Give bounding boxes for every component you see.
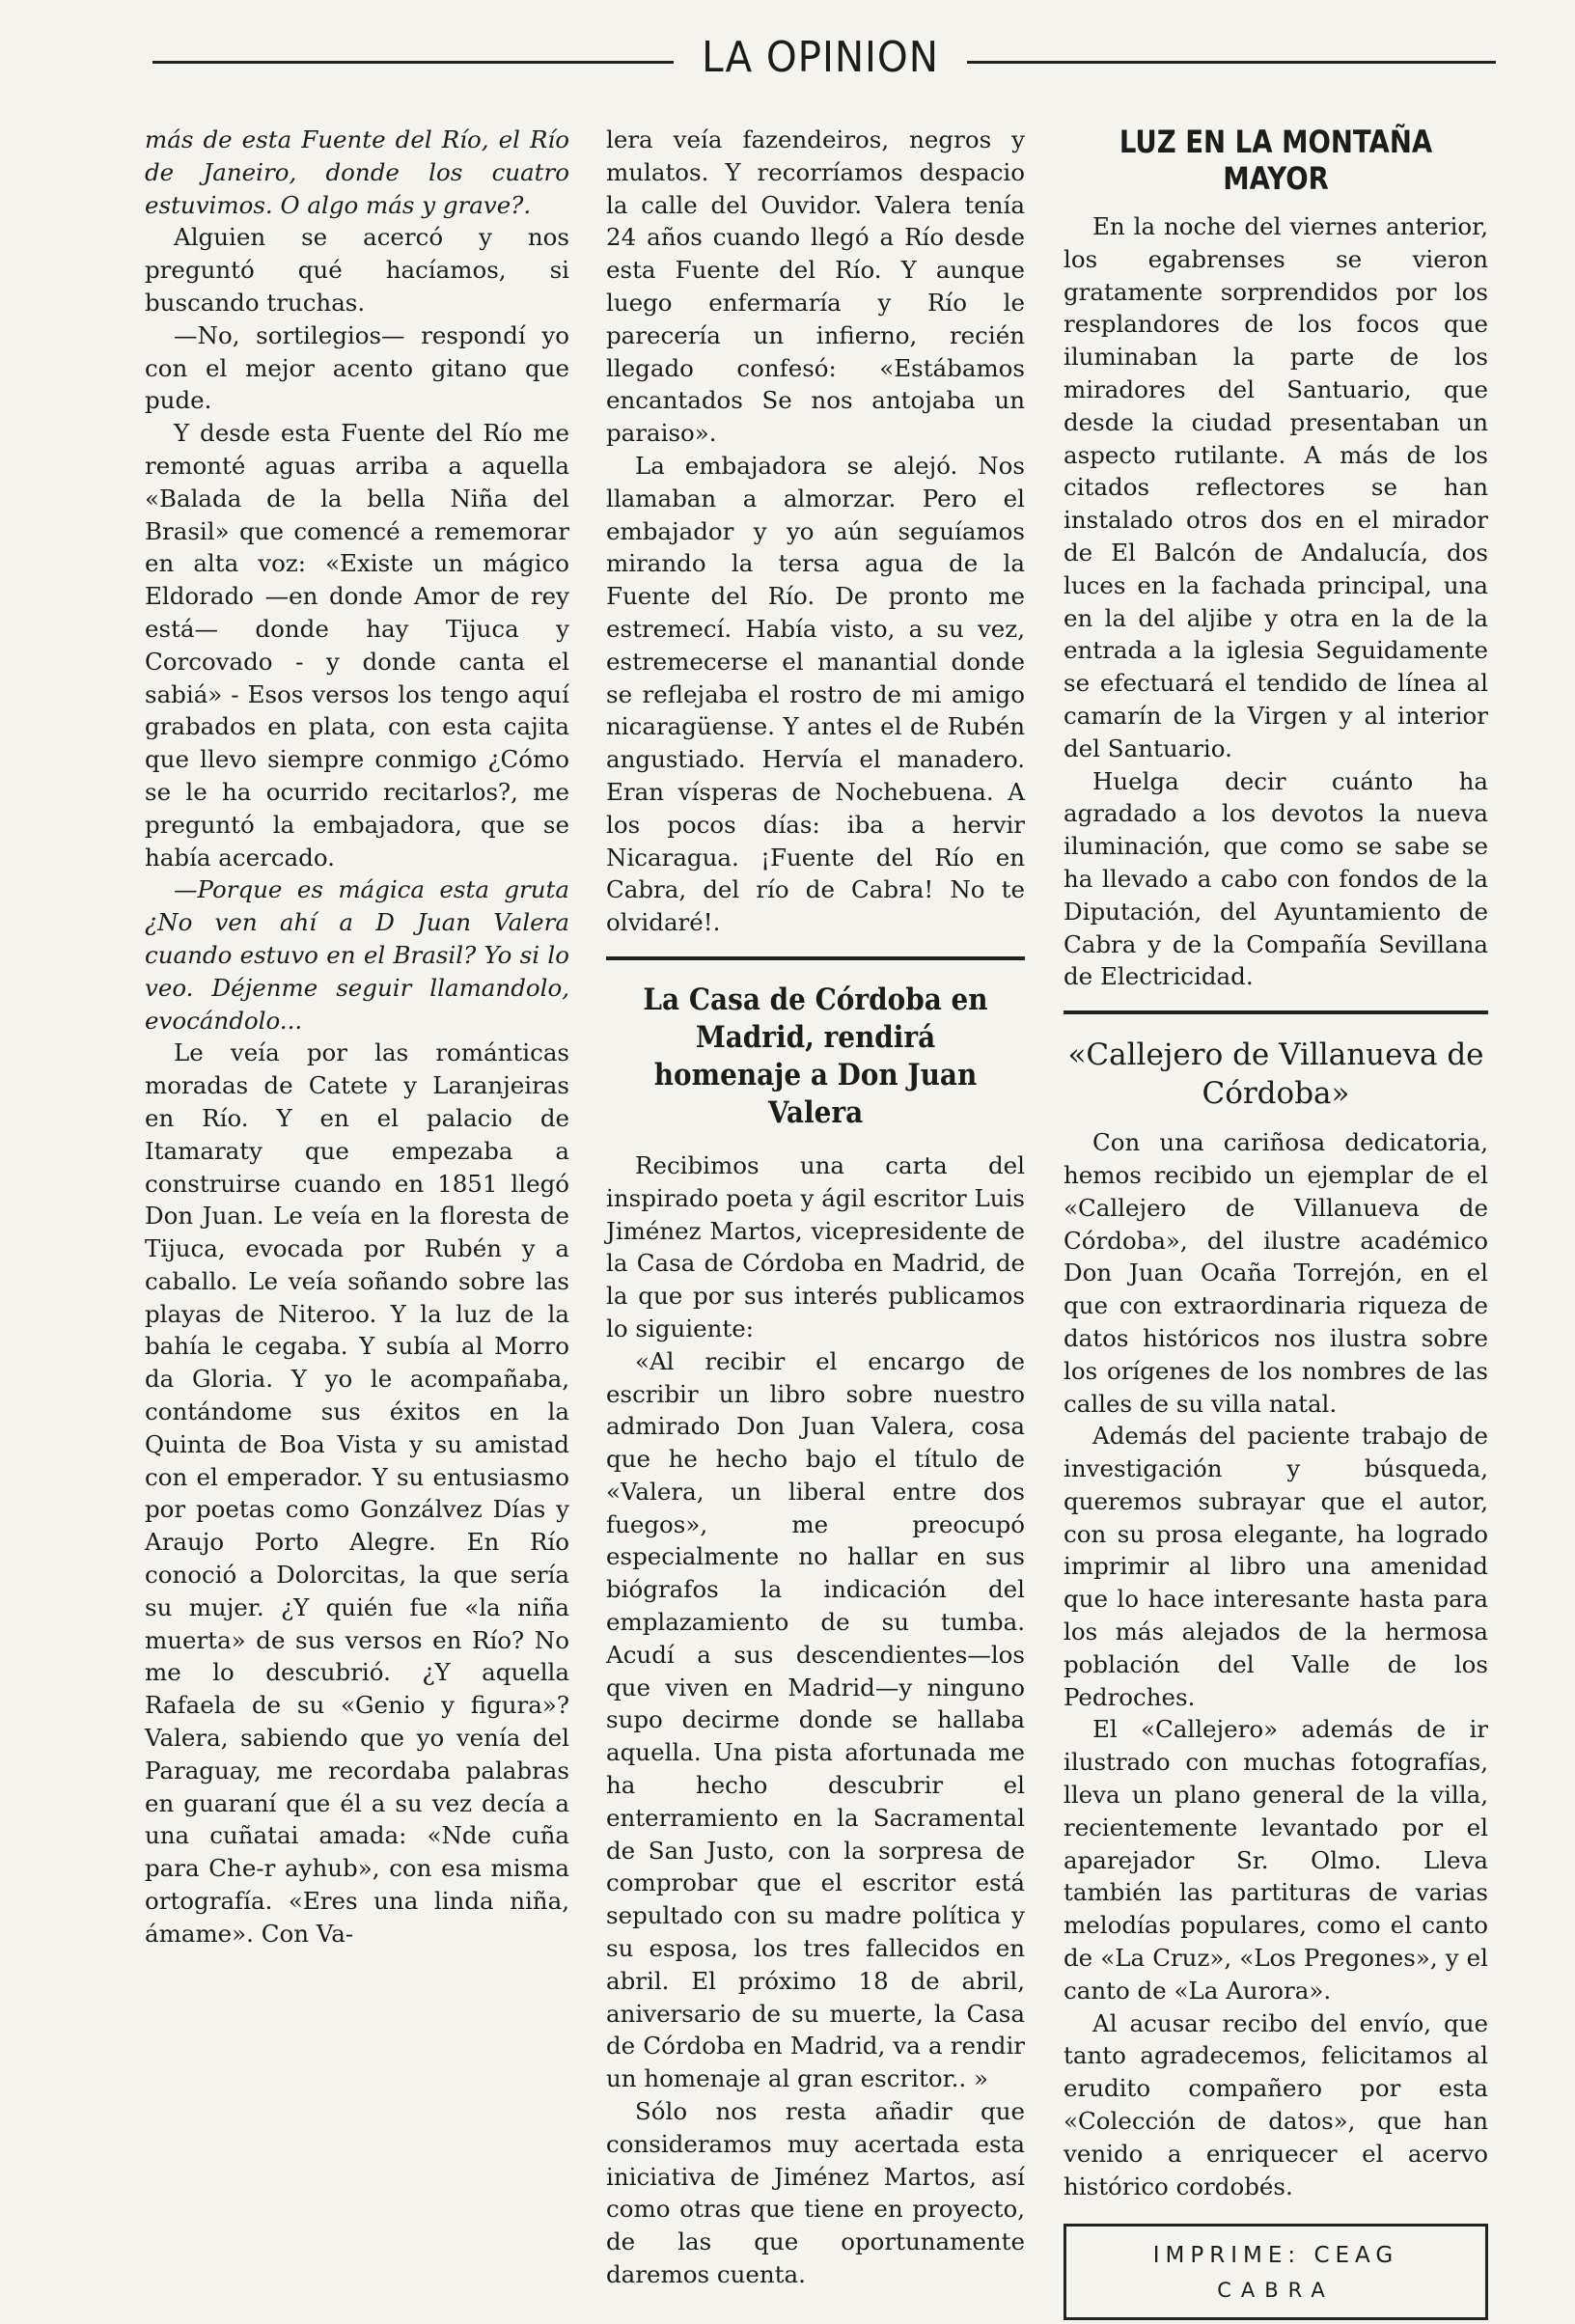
paragraph: La embajadora se alejó. Nos llamaban a almorzar. Pero el embajador y yo aún seguíamos mirando la tersa agua de la Fuente del Río. De pronto me estremecí. Había visto, a su vez, estremecerse el manantial donde se reflejaba el rostro de mi amigo nicaragüense. Y antes el de Rubén angustiado. Hervía el manadero. Eran vísperas de Nochebuena. A los pocos días: iba a hervir Nicaragua. ¡Fuente del Río en Cabra, del río de Cabra! No te olvidaré!. [606, 451, 1025, 937]
paragraph: Le veía por las románticas moradas de Catete y Laranjeiras en Río. Y en el palacio de Itamaraty que empezaba a construirse cuando en 1851 llegó Don Juan. Le veía en la floresta de Tijuca, evocada por Rubén y a caballo. Le veía soñando sobre las playas de Niteroo. Y la luz de la bahía le cegaba. Y subía al Morro da Gloria. Y yo le acompañaba, contándome sus éxitos en la Quinta de Boa Vista y su amistad con el emperador. Y su entusiasmo por poetas como Gonzálvez Días y Araujo Porto Alegre. En Río conoció a Dolorcitas, la que sería su mujer. ¿Y quién fue «la niña muerta» de sus versos en Río? No me lo descubrió. ¿Y aquella Rafaela de su «Genio y figura»? Valera, sabiendo que yo venía del Paraguay, me recordaba palabras en guaraní que él a su vez decía a una cuñatai amada: «Nde cuña para Che-r ayhub», con esa misma ortografía. «Eres una linda niña, ámame». Con Va- [145, 1038, 569, 1948]
paragraph: El «Callejero» además de ir ilustrado con muchas fotografías, lleva un plano general de la villa, recientemente levantado por el aparejador Sr. Olmo. Lleva también las partituras de varias melodías populares, como el canto de «La Cruz», «Los Pregones», y el canto de «La Aurora». [1064, 1715, 1488, 2005]
masthead-rule-left [152, 61, 674, 64]
paragraph: Además del paciente trabajo de investigación y búsqueda, queremos subrayar que el autor, con su prosa elegante, ha logrado imprimir al libro una amenidad que lo hace interesante hasta para los más alejados de la hermosa población del Valle de los Pedroches. [1064, 1422, 1488, 1711]
paragraph: —No, sortilegios— respondí yo con el mejor acento gitano que pude. [145, 320, 569, 415]
column-1 [145, 124, 569, 1950]
paragraph: Y desde esta Fuente del Río me remonté aguas arriba a aquella «Balada de la bella Niña del Brasil» que comencé a rememorar en alta voz: «Existe un mágico Eldorado —en donde Amor de rey está— donde hay Tijuca y Corcovado - y donde canta el sabiá» - Esos versos los tengo aquí grabados en plata, con esta cajita que llevo siempre conmigo ¿Cómo se le ha ocurrido recitarlos?, me preguntó la embajadora, que se había acercado. [145, 419, 569, 872]
imprint-city: CABRA [1217, 2279, 1335, 2303]
column-3 [1064, 124, 1488, 2320]
article-headline: La Casa de Córdoba en Madrid, rendirá homenaje a Don Juan Valera [643, 982, 988, 1130]
paragraph: Sólo nos resta añadir que consideramos muy acertada esta iniciativa de Jiménez Martos, así como otras que tiene en proyecto, de las que oportunamente daremos cuenta. [606, 2097, 1025, 2289]
paragraph: más de esta Fuente del Río, el Río de Janeiro, donde los cuatro estuvimos. O algo más y grave?. [145, 125, 569, 219]
article-headline: «Callejero de Villanueva de Córdoba» [1067, 1038, 1484, 1112]
paragraph: En la noche del viernes anterior, los egabrenses se vieron gratamente sorprendidos por los resplandores de los focos que iluminaban la parte de los miradores del Santuario, que desde la ciudad presentaban un aspecto rutilante. A más de los citados reflectores se han instalado otros dos en el mirador de El Balcón de Andalucía, dos luces en la fachada principal, una en la del aljibe y otra en la de la entrada a la iglesia Seguidamente se efectuará el tendido de línea al camarín de la Virgen y al interior del Santuario. [1064, 212, 1488, 762]
printer-imprint-box [1064, 2224, 1488, 2320]
paragraph: Alguien se acercó y nos preguntó qué hacíamos, si buscando truchas. [145, 223, 569, 317]
section-divider [606, 956, 1025, 960]
paragraph: —Porque es mágica esta gruta ¿No ven ahí a D Juan Valera cuando estuvo en el Brasil? Yo si lo veo. Déjenme seguir llamandolo, evocándolo... [145, 875, 569, 1035]
column-2 [606, 124, 1025, 2291]
paragraph: Huelga decir cuánto ha agradado a los devotos la nueva iluminación, que como se sabe se ha llevado a cabo con fondos de la Diputación, del Ayuntamiento de Cabra y de la Compañía Sevillana de Electricidad. [1064, 766, 1488, 991]
section-divider [1064, 1010, 1488, 1014]
masthead [145, 29, 1496, 87]
paragraph: Recibimos una carta del inspirado poeta y ágil escritor Luis Jiménez Martos, vicepresidente de la Casa de Córdoba en Madrid, de la que por sus interés publicamos lo siguiente: [606, 1150, 1025, 1342]
paragraph: lera veía fazendeiros, negros y mulatos. Y recorríamos despacio la calle del Ouvidor. Valera tenía 24 años cuando llegó a Río desde esta Fuente del Río. Y aunque luego enfermaría y Río le parecería un infierno, recién llegado confesó: «Estábamos encantados Se nos antojaba un paraiso». [606, 125, 1025, 448]
paragraph: «Al recibir el encargo de escribir un libro sobre nuestro admirado Don Juan Valera, cosa que he hecho bajo el título de «Valera, un liberal entre dos fuegos», me preocupó especialmente no hallar en sus biógrafos la indicación del emplazamiento de su tumba. Acudí a sus descendientes—los que viven en Madrid—y ninguno supo decirme donde se hallaba aquella. Una pista afortunada me ha hecho descubrir el enterramiento en la Sacramental de San Justo, con la sorpresa de comprobar que el escritor está sepultado con su madre política y su esposa, los tres fallecidos en abril. El próximo 18 de abril, aniversario de su muerte, la Casa de Córdoba en Madrid, va a rendir un homenaje al gran escritor.. » [606, 1346, 1025, 2093]
article-headline: LUZ EN LA MONTAÑA MAYOR [1119, 124, 1433, 197]
masthead-rule-right [967, 61, 1496, 64]
newspaper-title: LA OPINION [702, 33, 939, 82]
imprint-line: IMPRIME: CEAG [1152, 2243, 1399, 2269]
paragraph: Con una cariñosa dedicatoria, hemos recibido un ejemplar de el «Callejero de Villanueva de Córdoba», del ilustre académico Don Juan Ocaña Torrejón, en el que con extraordinaria riqueza de datos históricos nos ilustra sobre los orígenes de los nombres de las calles de su villa natal. [1064, 1128, 1488, 1418]
paragraph: Al acusar recibo del envío, que tanto agradecemos, felicitamos al erudito compañero por esta «Colección de datos», que han venido a enriquecer el acervo histórico cordobés. [1064, 2008, 1488, 2200]
